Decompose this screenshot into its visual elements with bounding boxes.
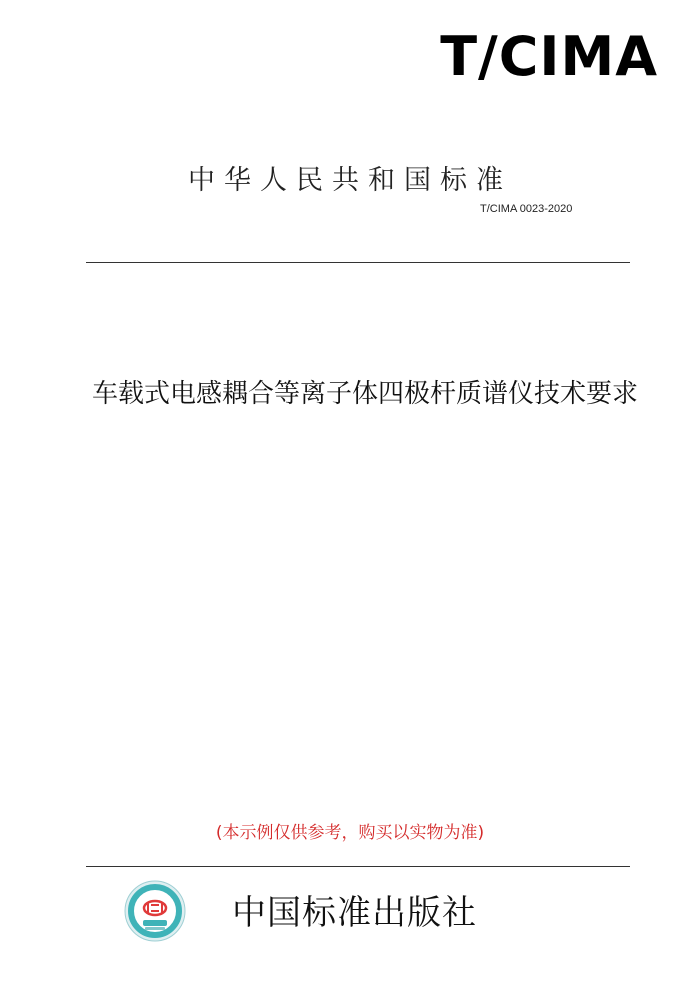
standard-series-code: T/CIMA	[440, 25, 658, 88]
publisher-seal-icon	[124, 880, 186, 942]
publisher-name: 中国标准出版社	[232, 893, 477, 933]
standard-number: T/CIMA 0023-2020	[480, 203, 573, 215]
national-standard-title: 中华人民共和国标准	[188, 165, 512, 196]
top-divider	[86, 262, 630, 263]
bottom-divider	[86, 866, 630, 867]
document-title: 车载式电感耦合等离子体四极杆质谱仪技术要求	[91, 379, 638, 409]
sample-disclaimer: (本示例仅供参考，购买以实物为准)	[215, 823, 485, 843]
